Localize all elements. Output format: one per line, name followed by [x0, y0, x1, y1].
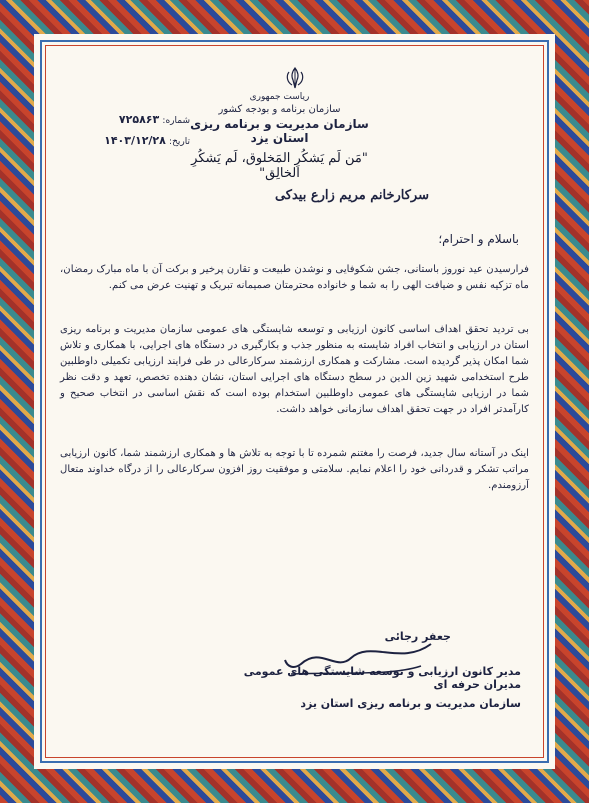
letter-content [60, 62, 529, 743]
letter-number [70, 110, 190, 131]
date-value: ۱۴۰۳/۱۲/۲۸ [104, 134, 166, 147]
date-label: تاریخ: [169, 137, 190, 147]
letter-meta [70, 110, 190, 152]
motto: "مَن لَم یَشکُرِ المَخلوق، لَم یَشکُرِ الخالِق" [191, 151, 368, 181]
iran-emblem-icon [281, 66, 309, 90]
number-value: ۷۲۵۸۶۳ [118, 113, 160, 126]
signer-organization: سازمان مدیریت و برنامه ریزی استان یزد [300, 697, 521, 710]
header-presidency: ریاست جمهوری [249, 92, 310, 102]
header-provincial-organization: سازمان مدیریت و برنامه ریزی استان یزد [190, 117, 369, 145]
handwritten-signature-icon [281, 636, 441, 678]
letterhead [180, 92, 379, 181]
greeting: باسلام و احترام؛ [438, 232, 519, 246]
number-label: شماره: [162, 116, 190, 126]
signer-name: جعفر رجائی [384, 630, 451, 643]
header-organization: سازمان برنامه و بودجه کشور [218, 104, 341, 115]
letter-body [60, 262, 529, 522]
paragraph-2: بی تردید تحقق اهداف اساسی کانون ارزیابی و توسعه شایستگی های عمومی سازمان مدیریت و برنامه ریزی استان در ارزیابی و انتخاب افراد شایسته به منظور جذب و بکارگیری در دستگاه های اجرایی، با همکاری و تلاش شما امکان پذیر گردیده است. مشارکت و همکاری ارزشمند سرکارعالی در طی فرایند ارزیابی تکمیلی داوطلبین طرح استخدامی شهید زین الدین در سطح دستگاه های اجرایی استان، نشان دهنده تخصص، تعهد و دقت نظر شما در ارزیابی شایستگی های عمومی داوطلبین استخدام بوده است که نقش اساسی در انتخاب صحیح و کارآمدتر افراد در جهت تحقق اهداف سازمانی خواهد داشت. [60, 324, 529, 415]
signer-title: مدیر کانون ارزیابی و توسعه شایستگی های عمومی مدیران حرفه ای [243, 665, 521, 691]
paragraph-1: فرارسیدن عید نوروز باستانی، جشن شکوفایی و نوشدن طبیعت و تقارن پرخیر و برکت آن با ماه مبارک رمضان، ماه تزکیه نفس و ضیافت الهی را به شما و خانواده محترمتان صمیمانه تبریک و تهنیت عرض می کنم. [60, 264, 529, 291]
addressee: سرکارخانم مریم زارع بیدکی [274, 188, 429, 203]
letter-date [70, 131, 190, 152]
signature-block [221, 630, 521, 710]
paragraph-3: اینک در آستانه سال جدید، فرصت را مغتنم شمرده تا با توجه به تلاش ها و همکاری ارزشمند شما، کانون ارزیابی مراتب تشکر و قدردانی خود را اعلام نمایم. سلامتی و موفقیت روز افزون سرکارعالی را از درگاه خداوند متعال آرزومندم. [60, 448, 529, 491]
